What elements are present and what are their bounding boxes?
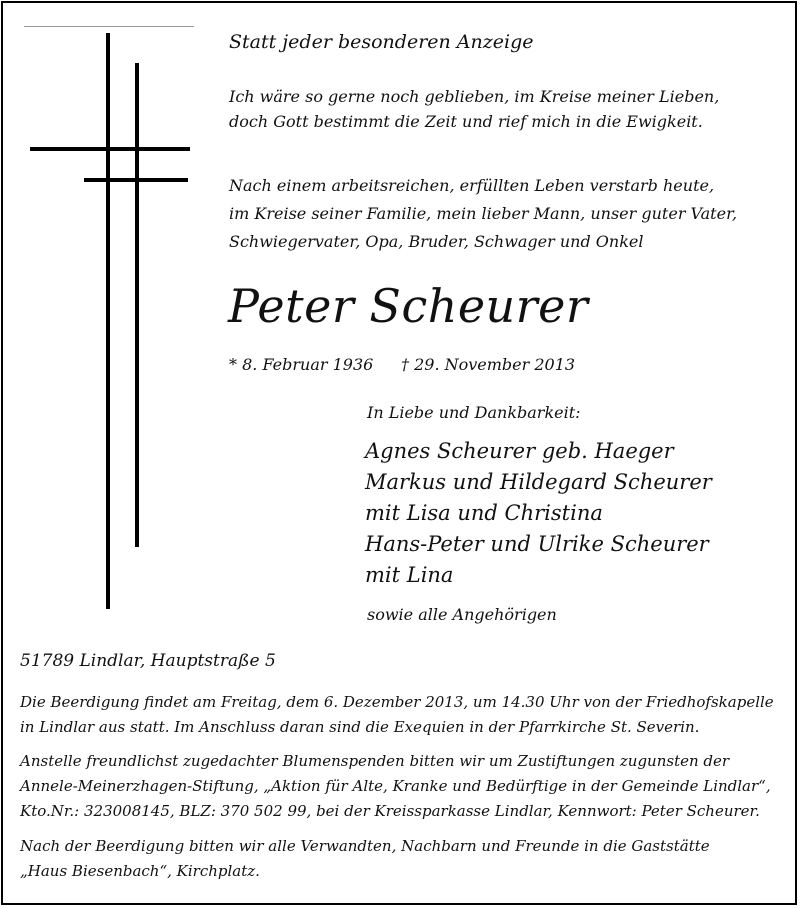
intro-line-2: im Kreise seiner Familie, mein lieber Mann, unser guter Vater, bbox=[229, 204, 738, 223]
family-line-1: Agnes Scheurer geb. Haeger bbox=[365, 439, 674, 463]
deceased-name: Peter Scheurer bbox=[228, 279, 589, 333]
donation-line-1: Anstelle freundlichst zugedachter Blumenspenden bitten wir um Zustiftungen zugunsten der bbox=[20, 752, 730, 770]
address-line: 51789 Lindlar, Hauptstraße 5 bbox=[20, 651, 276, 671]
funeral-line-2: in Lindlar aus statt. Im Anschluss daran sind die Exequien in der Pfarrkirche St. Severin. bbox=[20, 718, 700, 736]
family-line-3: mit Lisa und Christina bbox=[365, 501, 603, 525]
intro-line-3: Schwiegervater, Opa, Bruder, Schwager und Onkel bbox=[229, 232, 644, 251]
gratitude-line: In Liebe und Dankbarkeit: bbox=[367, 403, 581, 422]
invitation-line-1: Nach der Beerdigung bitten wir alle Verwandten, Nachbarn und Freunde in die Gaststätte bbox=[20, 837, 710, 855]
funeral-line-1: Die Beerdigung findet am Freitag, dem 6. Dezember 2013, um 14.30 Uhr von der Friedhofskapelle bbox=[20, 693, 774, 711]
donation-line-3: Kto.Nr.: 323008145, BLZ: 370 502 99, bei der Kreissparkasse Lindlar, Kennwort: Peter Scheurer. bbox=[20, 802, 760, 820]
intro-line-1: Nach einem arbeitsreichen, erfüllten Leben verstarb heute, bbox=[229, 176, 715, 195]
death-date: † 29. November 2013 bbox=[401, 355, 576, 374]
invitation-line-2: „Haus Biesenbach“, Kirchplatz. bbox=[20, 862, 260, 880]
quote-line-1: Ich wäre so gerne noch geblieben, im Kreise meiner Lieben, bbox=[229, 87, 720, 106]
birth-date: * 8. Februar 1936 bbox=[229, 355, 374, 374]
family-line-2: Markus und Hildegard Scheurer bbox=[365, 470, 712, 494]
donation-line-2: Annele-Meinerzhagen-Stiftung, „Aktion für Alte, Kranke und Bedürftige in der Gemeinde Lindlar“, bbox=[20, 777, 771, 795]
family-line-4: Hans-Peter und Ulrike Scheurer bbox=[365, 532, 709, 556]
quote-line-2: doch Gott bestimmt die Zeit und rief mich in die Ewigkeit. bbox=[229, 112, 703, 131]
family-line-5: mit Lina bbox=[365, 563, 454, 587]
header-line: Statt jeder besonderen Anzeige bbox=[229, 31, 534, 53]
cross-panel bbox=[24, 26, 194, 610]
relatives-line: sowie alle Angehörigen bbox=[367, 605, 557, 624]
